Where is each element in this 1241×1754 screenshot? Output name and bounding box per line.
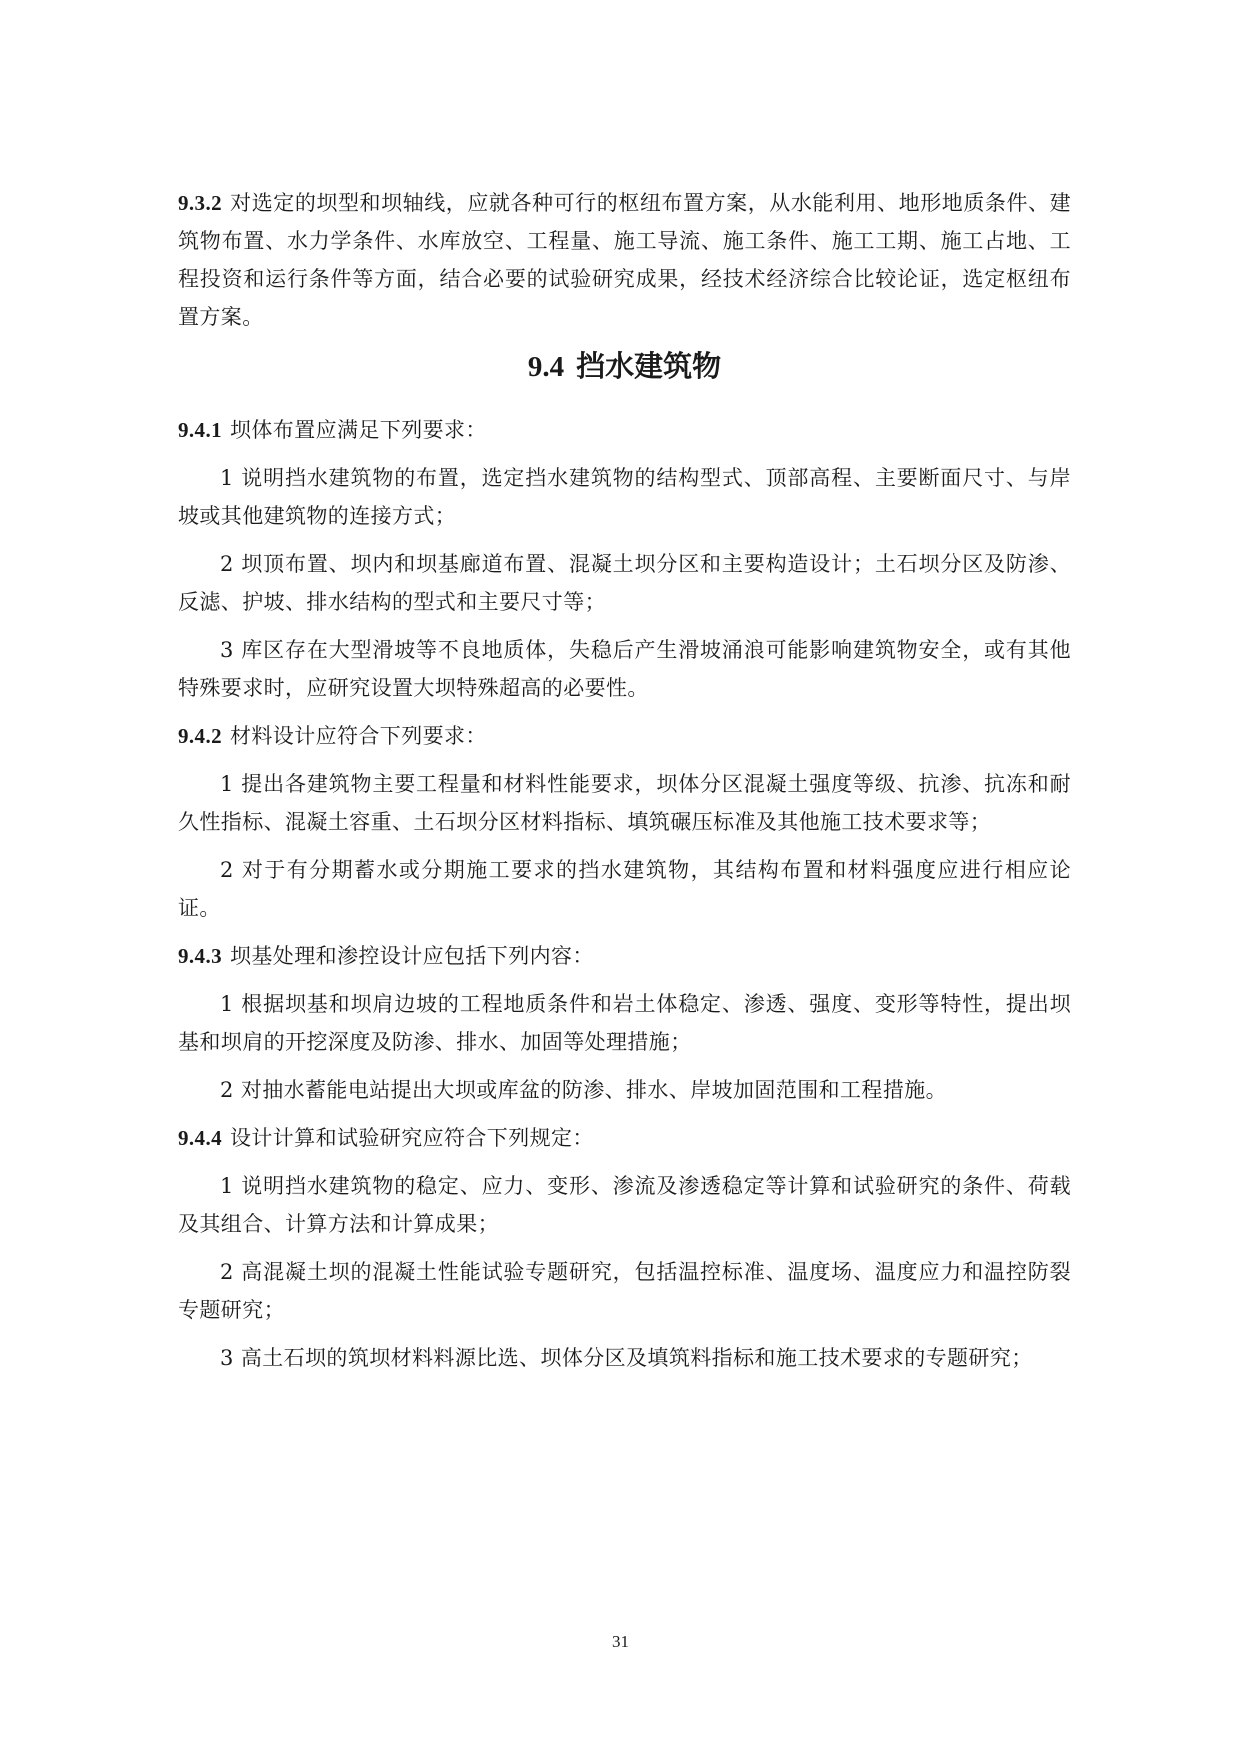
clause-number: 9.4.3: [178, 944, 222, 968]
clause-9-4-1: [178, 411, 1071, 449]
clause-text: 设计计算和试验研究应符合下列规定：: [230, 1126, 594, 1150]
list-item: 1 根据坝基和坝肩边坡的工程地质条件和岩土体稳定、渗透、强度、变形等特性，提出坝基和坝肩的开挖深度及防渗、排水、加固等处理措施；: [178, 992, 1071, 1054]
clause-number: 9.4.4: [178, 1126, 222, 1150]
clause-text: 材料设计应符合下列要求：: [230, 724, 487, 748]
section-number: 9.4: [527, 351, 565, 383]
section-heading: [178, 346, 1071, 387]
list-item: 2 坝顶布置、坝内和坝基廊道布置、混凝土坝分区和主要构造设计；土石坝分区及防渗、反滤、护坡、排水结构的型式和主要尺寸等；: [178, 552, 1071, 614]
list-item: 2 对于有分期蓄水或分期施工要求的挡水建筑物，其结构布置和材料强度应进行相应论证。: [178, 858, 1071, 920]
page-content: [178, 184, 1071, 1387]
list-item: 2 对抽水蓄能电站提出大坝或库盆的防渗、排水、岸坡加固范围和工程措施。: [220, 1078, 948, 1102]
clause-number: 9.4.1: [178, 418, 222, 442]
list-item: 3 高土石坝的筑坝材料料源比选、坝体分区及填筑料指标和施工技术要求的专题研究；: [220, 1346, 1033, 1370]
clause-9-4-4: [178, 1119, 1071, 1157]
list-item: 1 提出各建筑物主要工程量和材料性能要求，坝体分区混凝土强度等级、抗渗、抗冻和耐久性指标、混凝土容重、土石坝分区材料指标、填筑碾压标准及其他施工技术要求等；: [178, 772, 1071, 834]
list-item: 1 说明挡水建筑物的布置，选定挡水建筑物的结构型式、顶部高程、主要断面尺寸、与岸坡或其他建筑物的连接方式；: [178, 466, 1071, 528]
list-item: 2 高混凝土坝的混凝土性能试验专题研究，包括温控标准、温度场、温度应力和温控防裂专题研究；: [178, 1260, 1071, 1322]
clause-text: 坝体布置应满足下列要求：: [230, 418, 487, 442]
clause-number: 9.4.2: [178, 724, 222, 748]
clause-9-4-3: [178, 937, 1071, 975]
clause-9-4-2: [178, 717, 1071, 755]
clause-number: 9.3.2: [178, 191, 222, 215]
clause-text: 对选定的坝型和坝轴线，应就各种可行的枢纽布置方案，从水能利用、地形地质条件、建筑物布置、水力学条件、水库放空、工程量、施工导流、施工条件、施工工期、施工占地、工程投资和运行条件等方面，结合必要的试验研究成果，经技术经济综合比较论证，选定枢纽布置方案。: [178, 191, 1071, 329]
page-number: 31: [612, 1632, 629, 1651]
list-item: 3 库区存在大型滑坡等不良地质体，失稳后产生滑坡涌浪可能影响建筑物安全，或有其他特殊要求时，应研究设置大坝特殊超高的必要性。: [178, 638, 1071, 700]
clause-9-3-2: [178, 184, 1071, 336]
section-title: 挡水建筑物: [576, 349, 722, 383]
clause-text: 坝基处理和渗控设计应包括下列内容：: [230, 944, 594, 968]
list-item: 1 说明挡水建筑物的稳定、应力、变形、渗流及渗透稳定等计算和试验研究的条件、荷载及其组合、计算方法和计算成果；: [178, 1174, 1071, 1236]
